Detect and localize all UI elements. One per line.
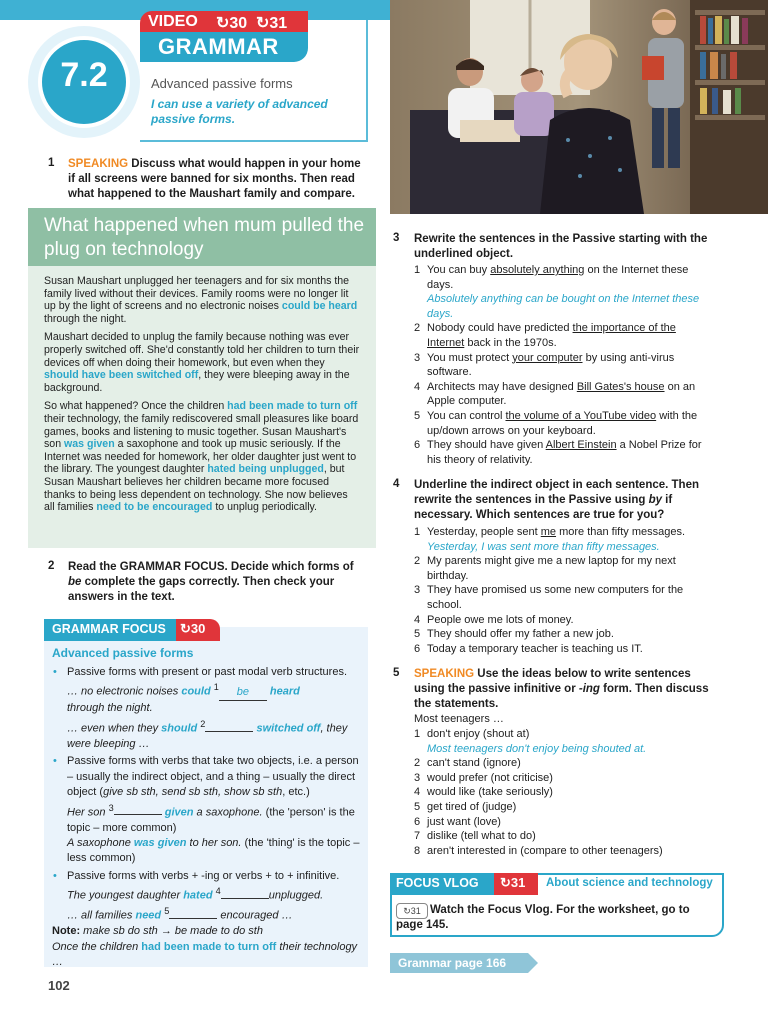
exercise-1-number: 1 — [48, 157, 55, 169]
exercise-item — [414, 554, 714, 583]
grammar-reference-link[interactable]: Grammar page 166 — [398, 956, 507, 970]
exercise-item — [414, 642, 714, 657]
grammar-rule-3: • Passive forms with verbs + -ing or verbs + to + infinitive. The youngest daughter hated $^4$ unplugged. … all families need $^5$ encouraged … — [52, 869, 362, 925]
exercise-item — [414, 525, 714, 554]
item-text: get tired of (judge) — [427, 800, 517, 813]
gap-5[interactable] — [169, 918, 217, 919]
item-text: They have promised us some new computers for the school. — [427, 584, 684, 611]
example-answer: Absolutely anything can be bought on the Internet these days. — [427, 293, 700, 320]
item-text: don't enjoy (shout at) — [427, 728, 530, 740]
underlined-object: your computer — [512, 351, 583, 364]
item-number: 6 — [414, 642, 421, 655]
item-number: 4 — [414, 786, 421, 799]
video-ref-icon[interactable]: ↻31 — [396, 903, 428, 919]
item-number: 3 — [414, 771, 421, 784]
video-ref-icon: ↻ — [216, 15, 230, 32]
article-paragraph-1: Susan Maushart unplugged her teenagers and for six months the family lived without their devices. Family rooms were no longer lit up by the light of screens and no electronic noises could be heard through the night. — [44, 275, 358, 325]
section-title: GRAMMAR — [158, 34, 279, 59]
exercise-item — [414, 844, 714, 859]
article-text — [44, 275, 360, 520]
item-number: 5 — [414, 800, 421, 813]
gap-1[interactable]: be — [219, 685, 267, 701]
exercise-4-items — [414, 525, 714, 656]
video-ref-icon: ↻ — [180, 621, 191, 636]
exercise-1-text: Discuss what would happen in your home if all screens were banned for six months. Then read what happened to the Maushart family and compare. — [68, 158, 361, 200]
grammar-focus-label: GRAMMAR FOCUS — [52, 622, 166, 636]
focus-vlog-ref[interactable]: ↻31 — [500, 875, 526, 890]
item-number: 6 — [414, 439, 421, 452]
item-text: can't stand (ignore) — [427, 757, 521, 770]
item-number: 3 — [414, 584, 421, 597]
exercise-item — [414, 756, 714, 771]
item-number: 5 — [414, 628, 421, 641]
item-text: would like (take seriously) — [427, 786, 553, 799]
item-number: 1 — [414, 264, 421, 276]
grammar-focus-content — [52, 665, 362, 971]
item-number: 8 — [414, 844, 421, 857]
exercise-4-number: 4 — [393, 478, 400, 490]
gap-3[interactable] — [114, 814, 162, 815]
focus-vlog-text: Watch the Focus Vlog. For the worksheet, go to page 145. — [396, 904, 690, 931]
video-ref-2-number: 31 — [269, 15, 288, 32]
item-number: 4 — [414, 613, 421, 626]
page-number: 102 — [48, 978, 70, 993]
item-text: Nobody could have predicted the importance of the Internet back in the 1970s. — [427, 322, 676, 349]
item-number: 1 — [414, 526, 421, 538]
speaking-label: SPEAKING — [68, 158, 129, 170]
item-number: 7 — [414, 830, 421, 843]
exercise-2-number: 2 — [48, 560, 55, 572]
item-number: 3 — [414, 351, 421, 364]
video-label: VIDEO — [148, 13, 198, 30]
exercise-3-instruction: Rewrite the sentences in the Passive starting with the underlined object. — [414, 233, 708, 260]
underlined-object: absolutely anything — [490, 264, 585, 276]
exercise-5-items — [414, 727, 714, 858]
item-text: They should offer my father a new job. — [427, 628, 614, 641]
header-vertical-rule — [366, 20, 368, 142]
lesson-number: 7.2 — [60, 56, 108, 94]
exercise-3-items — [414, 263, 714, 467]
underlined-object: me — [540, 526, 557, 538]
item-number: 1 — [414, 728, 421, 740]
exercise-item — [414, 627, 714, 642]
item-number: 2 — [414, 322, 421, 335]
gap-2[interactable] — [205, 731, 253, 732]
article-title: What happened when mum pulled the plug on technology — [44, 215, 365, 260]
exercise-3-number: 3 — [393, 232, 400, 244]
item-text: You must protect your computer by using anti-virus software. — [427, 351, 675, 379]
exercise-4-instruction: Underline the indirect object in each sentence. Then rewrite the sentences in the Passive using by if necessary. Which sentences are true for you? — [414, 479, 700, 521]
grammar-note: Note: make sb do sth → be made to do sth Once the children had been made to turn off their technology … — [52, 925, 358, 969]
item-text: Yesterday, people sent me more than fifty messages. — [427, 526, 686, 538]
exercise-item — [414, 583, 714, 612]
item-number: 6 — [414, 815, 421, 828]
item-text: aren't interested in (compare to other teenagers) — [427, 844, 663, 857]
grammar-focus-ref[interactable]: ↻30 — [180, 621, 206, 636]
exercise-item — [414, 380, 714, 409]
item-text: Today a temporary teacher is teaching us IT. — [427, 642, 643, 655]
item-text: dislike (tell what to do) — [427, 830, 536, 843]
item-number: 2 — [414, 555, 421, 568]
article-paragraph-2: Maushart decided to unplug the family because nothing was ever properly switched off. She'd constantly told her children to turn their devices off when doing their homework, but even when they should have been switched off, they were bleeping away in the background. — [44, 331, 360, 394]
grammar-focus-heading: Advanced passive forms — [52, 646, 194, 660]
item-text: You can buy absolutely anything on the Internet these days. — [427, 264, 689, 291]
focus-vlog-label: FOCUS VLOG — [396, 876, 479, 890]
video-ref-1[interactable] — [216, 13, 247, 33]
item-text: People owe me lots of money. — [427, 613, 574, 626]
exercise-item — [414, 785, 714, 800]
exercise-item — [414, 263, 714, 321]
video-ref-icon: ↻ — [500, 875, 511, 890]
exercise-item — [414, 815, 714, 830]
underlined-object: the importance of the Internet — [427, 322, 676, 349]
exercise-2-instruction: Read the GRAMMAR FOCUS. Decide which forms of be complete the gaps correctly. Then check your answers in the text. — [68, 561, 354, 603]
video-ref-1-number: 30 — [229, 15, 248, 32]
exercise-item — [414, 438, 714, 467]
grammar-reference-arrow — [528, 953, 538, 973]
exercise-item — [414, 409, 714, 438]
lesson-subtitle: Advanced passive forms — [151, 76, 293, 91]
grammar-rule-1: • Passive forms with present or past modal verb structures. … no electronic noises could $^1$ be heard through the night. … even when they should $^2$ switched off, they were bleeping … — [52, 665, 362, 752]
item-text: They should have given Albert Einstein a Nobel Prize for his theory of relativity. — [427, 439, 702, 466]
focus-vlog-title: About science and technology — [546, 877, 713, 889]
exercise-item — [414, 613, 714, 628]
video-ref-icon: ↻ — [256, 15, 270, 32]
item-number: 2 — [414, 757, 421, 770]
example-answer: Most teenagers don't enjoy being shouted at. — [427, 742, 647, 755]
exercise-1-instruction — [68, 157, 368, 202]
exercise-item — [414, 321, 714, 350]
underlined-object: Bill Gates's house — [576, 380, 665, 393]
exercise-5-instruction: SPEAKING Use the ideas below to write sentences using the passive infinitive or -ing form. Then discuss the statements. — [414, 668, 709, 710]
item-text: just want (love) — [427, 815, 501, 828]
exercise-item — [414, 727, 714, 756]
item-number: 4 — [414, 380, 421, 393]
gap-4[interactable] — [221, 898, 269, 899]
exercise-5-number: 5 — [393, 667, 400, 679]
item-text: You can control the volume of a YouTube video with the up/down arrows on your keyboard. — [427, 409, 698, 437]
exercise-item — [414, 800, 714, 815]
article-paragraph-3: So what happened? Once the children had been made to turn off their technology, the family rediscovered small pleasures like board games, books and listening to music together. Susan Maushart's son was given a saxophone and took up music seriously. If the Internet was needed for homework, her older daughter just went to the library. The youngest daughter hated being unplugged, but Susan Maushart believes her children became more focused thanks to being less dependent on technology. She now believes all families need to be encouraged to unplug periodically. — [44, 400, 359, 514]
exercise-item — [414, 829, 714, 844]
exercise-5-lead: Most teenagers … — [414, 713, 504, 725]
exercise-item — [414, 771, 714, 786]
item-text: would prefer (not criticise) — [427, 771, 553, 784]
header-rule — [140, 140, 368, 142]
grammar-rule-2: • Passive forms with verbs that take two objects, i.e. a person – usually the indirect object, and a thing – usually the direct object (give sb sth, send sb sth, show sb sth, etc.) Her son $^3$ given a saxophone. (the 'person' is the topic – more common) A saxophone was given to her son. (the 'thing' is the topic – less common) — [52, 754, 362, 867]
video-ref-2[interactable] — [256, 13, 287, 33]
underlined-object: Albert Einstein — [545, 439, 617, 452]
family-photo — [390, 0, 768, 214]
exercise-item — [414, 351, 714, 380]
item-text: Architects may have designed Bill Gates's house on an Apple computer. — [427, 380, 696, 408]
example-answer: Yesterday, I was sent more than fifty messages. — [427, 540, 660, 553]
lesson-goal: I can use a variety of advanced passive forms. — [151, 97, 328, 126]
underlined-object: the volume of a YouTube video — [505, 409, 657, 422]
item-text: My parents might give me a new laptop for my next birthday. — [427, 555, 676, 582]
item-number: 5 — [414, 409, 421, 422]
